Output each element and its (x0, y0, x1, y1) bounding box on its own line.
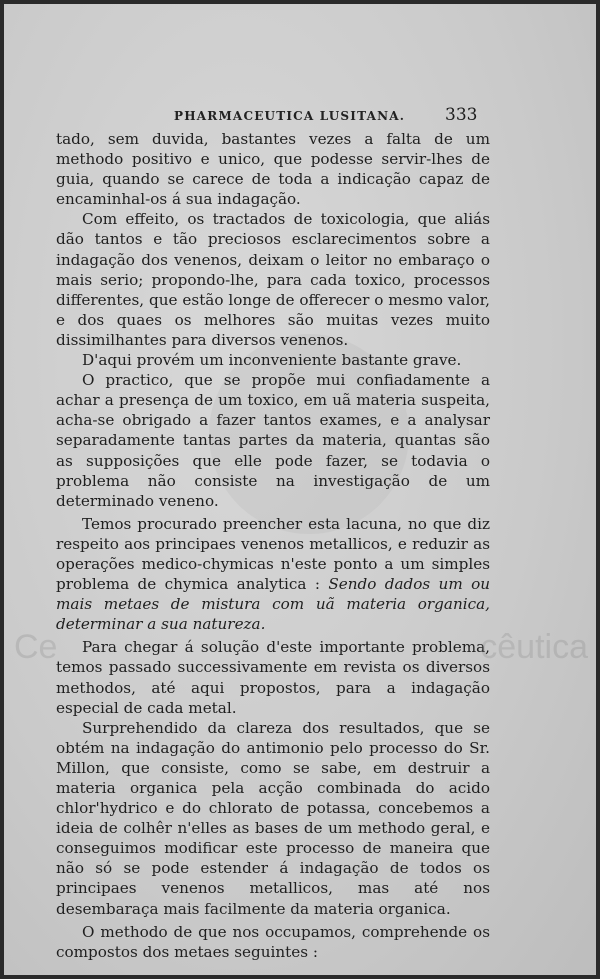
paragraph-3: D'aqui provém um inconveniente bastante grave. (82, 351, 462, 370)
paragraph-5-text: Temos procurado preencher esta lacuna, no que diz respeito aos principaes venenos metallicos, e reduzir as operações medico-chymicas n'este ponto a um simples problema de chymica analytica : (56, 514, 490, 594)
paragraph-8: O methodo de que nos occupamos, comprehende os compostos dos metaes seguintes : (56, 922, 490, 961)
paragraph-4: O practico, que se propõe mui confiadamente a achar a presença de um toxico, em uã materia suspeita, acha-se obrigado a fazer tantos exames, e a analysar separadamente tantas partes da materia, quantas são as supposições que elle pode fazer, se todavia o problema não consiste na investigação de um determinado veneno. (56, 371, 490, 510)
body-text (56, 129, 490, 962)
page-number: 333 (445, 105, 478, 125)
watermark-right-text: cêutica (480, 628, 588, 666)
italic-statement: Sendo dados um ou mais metaes de mistura com uã materia organica, determinar a sua natureza. (56, 575, 491, 634)
watermark-left-text: Ce (14, 628, 58, 666)
running-title: PHARMACEUTICA LUSITANA. (174, 109, 406, 123)
running-head (4, 105, 596, 127)
paragraph-1: tado, sem duvida, bastantes vezes a falta de um methodo positivo e unico, que podesse servir-lhes de guia, quando se carece de toda a indicação capaz de encaminhal-os á sua indagação. (56, 130, 490, 209)
book-page (4, 4, 596, 975)
paragraph-7: Surprehendido da clareza dos resultados, que se obtém na indagação do antimonio pelo processo do Sr. Millon, que consiste, como se sabe, em destruir a materia organica pela acção combinada do acido chlor'hydrico e do chlorato de potassa, concebemos a ideia de colhêr n'elles as bases de um methodo geral, e conseguimos modificar este processo de maneira que não só se pode estender á indagação de todos os principaes venenos metallicos, mas até nos desembaraça mais facilmente da materia organica. (56, 718, 490, 918)
paragraph-5 (56, 514, 490, 635)
paragraph-2: Com effeito, os tractados de toxicologia, que aliás dão tantos e tão preciosos esclarecimentos sobre a indagação dos venenos, deixam o leitor no embaraço o mais serio; propondo-lhe, para cada toxico, processos differentes, que estão longe de offerecer o mesmo valor, e dos quaes os melhores são muitas vezes muito dissimilhantes para diversos venenos. (56, 210, 490, 349)
paragraph-6: Para chegar á solução d'este importante problema, temos passado successivamente em revista os diversos methodos, até aqui propostos, para a indagação especial de cada metal. (56, 638, 490, 717)
